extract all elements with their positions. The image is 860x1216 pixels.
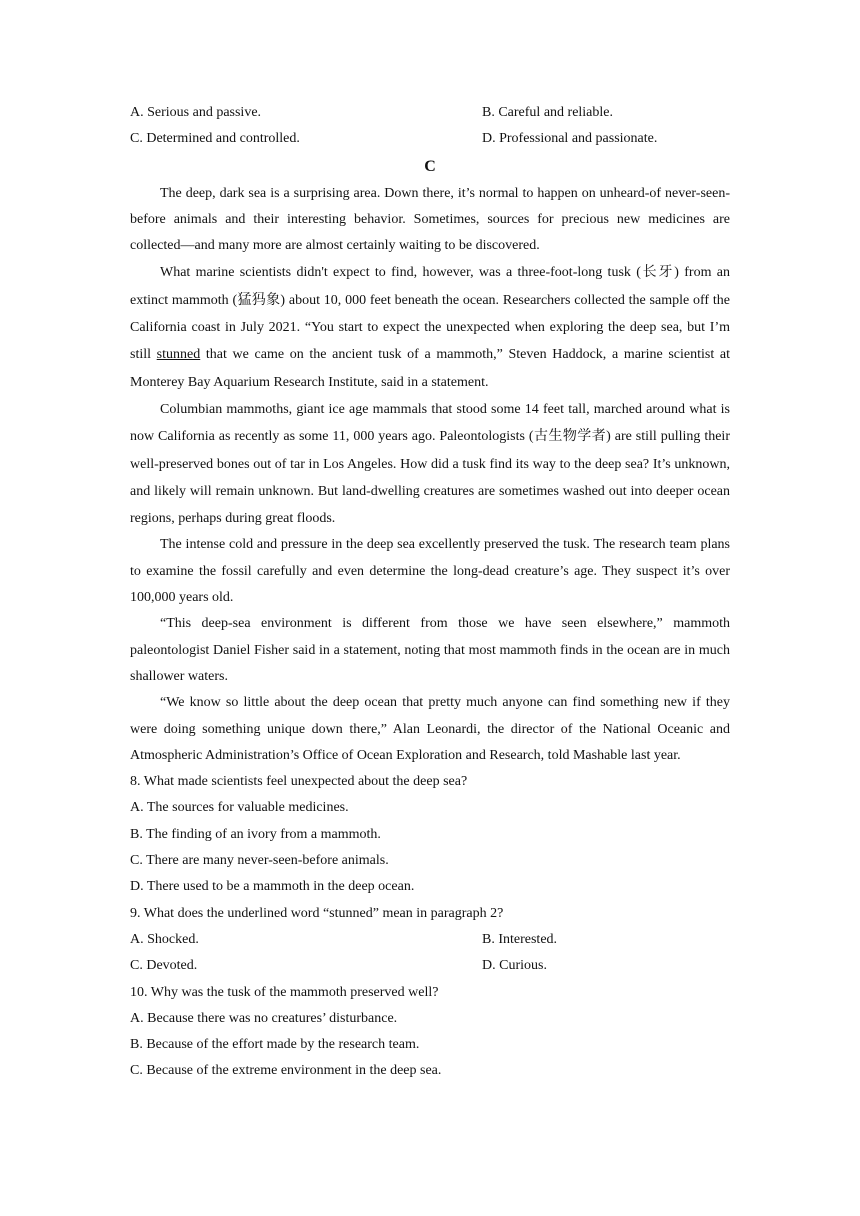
option-b: B. Careful and reliable. [482, 105, 614, 120]
option-d: D. There used to be a mammoth in the deep ocean. [130, 879, 415, 895]
option-c: C. Because of the extreme environment in the deep sea. [130, 1063, 442, 1079]
option-d: D. Curious. [482, 958, 547, 974]
option-b: B. Because of the effort made by the research team. [130, 1037, 420, 1053]
option-b: B. Interested. [482, 931, 558, 947]
question-9 [130, 901, 730, 980]
question-10 [130, 980, 730, 1085]
option-c: C. Devoted. [130, 958, 198, 974]
paragraph-5: “This deep-sea environment is different from those we have seen elsewhere,” mammoth paleontologist Daniel Fisher said in a statement, noting that most mammoth finds in the ocean are in much shallower waters. [130, 616, 730, 684]
prev-options-row-2 [130, 126, 730, 152]
paragraph-2 [130, 259, 730, 395]
option-c: C. Determined and controlled. [130, 131, 300, 147]
option-b: B. The finding of an ivory from a mammoth. [130, 826, 381, 842]
option-a: A. The sources for valuable medicines. [130, 800, 349, 816]
prev-options-row-1 [130, 100, 730, 126]
question-8 [130, 769, 730, 900]
option-a: A. Serious and passive. [130, 105, 262, 120]
question-stem: 9. What does the underlined word “stunned” mean in paragraph 2? [130, 905, 504, 921]
options-row-1 [130, 927, 730, 953]
document-page [130, 100, 730, 1085]
section-heading: C [424, 157, 436, 175]
option-c: C. There are many never-seen-before animals. [130, 853, 389, 869]
question-stem: 10. Why was the tusk of the mammoth preserved well? [130, 984, 439, 1000]
paragraph-3: Columbian mammoths, giant ice age mammals that stood some 14 feet tall, marched around what is now California as recently as some 11, 000 years ago. Paleontologists (古生物学者) are still pulling their well-preserved bones out of tar in Los Angeles. How did a tusk find its way to the deep sea? It’s unknown, and likely will remain unknown. But land-dwelling creatures are sometimes washed out into deeper ocean regions, perhaps during great floods. [130, 401, 730, 527]
option-a: A. Shocked. [130, 931, 199, 947]
option-d: D. Professional and passionate. [482, 131, 658, 147]
option-a: A. Because there was no creatures’ disturbance. [130, 1010, 398, 1026]
underlined-word: stunned [156, 347, 201, 363]
paragraph-6: “We know so little about the deep ocean that pretty much anyone can find something new if they were doing something unique down there,” Alan Leonardi, the director of the National Oceanic and Atmospheric Administration’s Office of Ocean Exploration and Research, told Mashable last year. [130, 695, 730, 763]
paragraph-2-text-before: What marine scientists didn't expect to find, however, was a three-foot-long tusk (长牙) from an extinct mammoth (猛犸象) about 10, 000 feet beneath the ocean. Researchers collected the sample off the California coast in July 2021. “You start to expect the unexpected when exploring the deep sea, but I’m still [130, 265, 730, 363]
paragraph-1: The deep, dark sea is a surprising area. Down there, it’s normal to happen on unheard-of never-seen-before animals and their interesting behavior. Sometimes, sources for precious new medicines are collected—and many more are almost certainly waiting to be discovered. [130, 185, 730, 254]
options-row-2 [130, 953, 730, 979]
question-stem: 8. What made scientists feel unexpected about the deep sea? [130, 774, 468, 790]
paragraph-4: The intense cold and pressure in the deep sea excellently preserved the tusk. The research team plans to examine the fossil carefully and even determine the long-dead creature’s age. They suspect it’s over 100,000 years old. [130, 537, 730, 606]
paragraph-2-text-after: that we came on the ancient tusk of a mammoth,” Steven Haddock, a marine scientist at Monterey Bay Aquarium Research Institute, said in a statement. [130, 347, 730, 390]
